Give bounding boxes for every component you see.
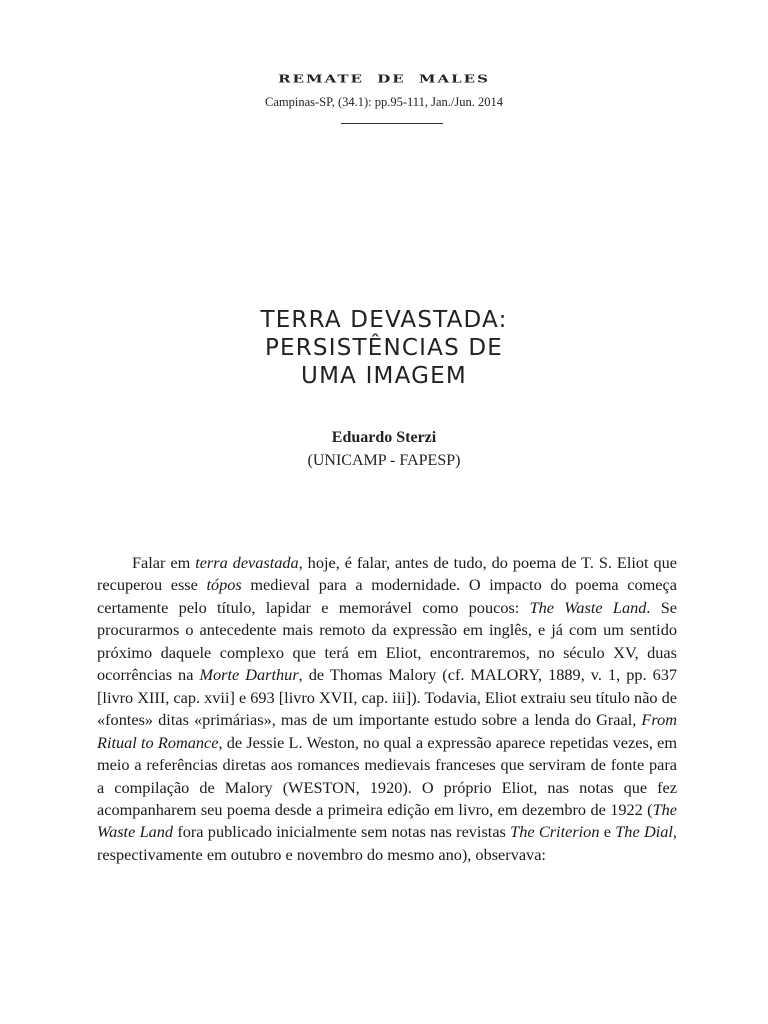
title-line: PERSISTÊNCIAS DE bbox=[264, 335, 504, 361]
journal-name: REMATE DE MALES bbox=[278, 72, 490, 86]
text-run: fora publicado inicialmente sem notas nas revistas bbox=[173, 822, 511, 842]
title-line: TERRA DEVASTADA: bbox=[260, 307, 508, 333]
author-name: Eduardo Sterzi bbox=[331, 429, 437, 446]
italic-title: Morte Darthur bbox=[199, 665, 299, 685]
italic-title: The Dial bbox=[615, 822, 673, 842]
italic-title: From Ritual to Romance bbox=[97, 710, 677, 752]
italic-term: tópos bbox=[206, 575, 242, 595]
text-run: e bbox=[599, 822, 616, 842]
text-run: , hoje, é falar, antes de tudo, do poema de T. S. Eliot que recuperou esse bbox=[97, 553, 677, 595]
text-run: . Se procurarmos o antecedente mais remoto da expressão em inglês, e já com um sentido próximo daquele complexo que terá em Eliot, encontraremos, no século XV, duas ocorrências na bbox=[97, 597, 678, 685]
text-run: , respectivamente em outubro e novembro do mesmo ano), observava: bbox=[97, 822, 677, 864]
article-title bbox=[0, 306, 768, 390]
italic-title: The Criterion bbox=[510, 822, 600, 842]
italic-term: terra devastada bbox=[195, 553, 299, 572]
title-line: UMA IMAGEM bbox=[301, 363, 467, 389]
text-run: , de Jessie L. Weston, no qual a expressão aparece repetidas vezes, em meio a referências diretas aos romances medievais franceses que serviram de fonte para a compilação de Malory (WESTON, 1920). O próprio Eliot, nas notas que fez acompanharem seu poema desde a primeira edição em livro, em dezembro de 1922 ( bbox=[97, 732, 677, 819]
body-paragraph bbox=[97, 552, 677, 866]
text-run: Falar em bbox=[132, 553, 196, 572]
issue-citation: Campinas-SP, (34.1): pp.95-111, Jan./Jun. 2014 bbox=[265, 95, 503, 109]
italic-title: The Waste Land bbox=[97, 799, 677, 842]
text-run: , de Thomas Malory (cf. MALORY, 1889, v. 1, pp. 637 [livro XIII, cap. xvii] e 693 [livro XVII, cap. iii]). Todavia, Eliot extraiu seu título não de «fontes» ditas «primárias», mas de um importante estudo sobre a lenda do Graal, bbox=[97, 665, 678, 730]
text-run: medieval para a modernidade. O impacto do poema começa certamente pelo título, lapidar e memorável como poucos: bbox=[97, 575, 677, 617]
author-affiliation: (UNICAMP - FAPESP) bbox=[307, 452, 461, 469]
italic-title: The Waste Land bbox=[529, 597, 647, 617]
header-divider bbox=[341, 123, 443, 124]
